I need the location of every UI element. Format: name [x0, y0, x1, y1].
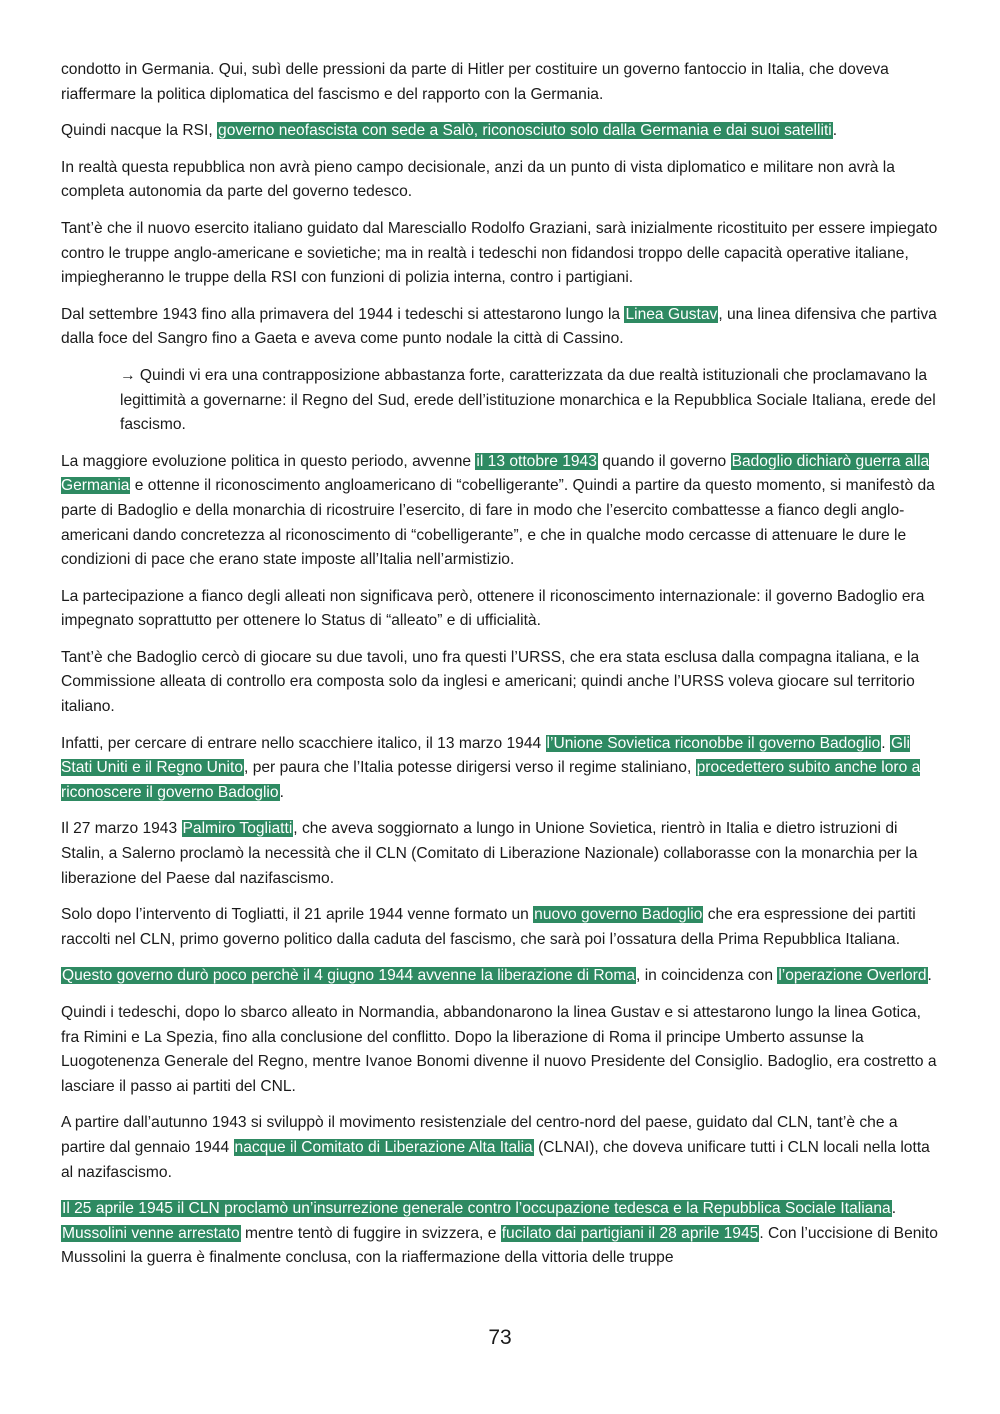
text-segment: , in coincidenza con — [636, 967, 778, 985]
text-segment: Tant’è che il nuovo esercito italiano guidato dal Maresciallo Rodolfo Graziani, sarà inizialmente ricostituito per essere impiegato contro le truppe anglo-americane e sovietiche; ma in realtà i tedeschi non fidandosi troppo delle capacità operative italiane, impiegheranno le truppe della RSI con funzioni di polizia interna, contro i partigiani. — [61, 219, 938, 287]
document-page — [61, 58, 939, 1283]
text-segment: Il 27 marzo 1943 — [61, 820, 182, 838]
paragraph — [61, 303, 939, 352]
paragraph — [61, 364, 939, 438]
highlighted-text: Badoglio dichiarò guerra alla Germania — [61, 452, 930, 495]
text-segment: . — [881, 734, 890, 752]
text-segment: . — [279, 783, 284, 801]
highlighted-text: governo neofascista con sede a Salò, riconosciuto solo dalla Germania e dai suoi satelliti — [218, 122, 832, 140]
paragraph — [61, 964, 939, 989]
highlighted-text: l’Unione Sovietica riconobbe il governo Badoglio — [546, 734, 881, 752]
highlighted-text: nacque il Comitato di Liberazione Alta Italia — [234, 1138, 533, 1156]
highlighted-text: procedettero subito anche loro a riconoscere il governo Badoglio — [61, 759, 921, 801]
paragraph — [61, 119, 939, 144]
highlighted-text: fucilato dai partigiani il 28 aprile 1945 — [501, 1224, 759, 1242]
paragraph — [61, 732, 939, 806]
paragraph — [61, 217, 939, 291]
text-segment: , che aveva soggiornato a lungo in Unione Sovietica, rientrò in Italia e dietro istruzioni di Stalin, a Salerno proclamò la necessità che il CLN (Comitato di Liberazione Nazionale) collaborasse con la monarchia per la liberazione del Paese dal nazifascismo. — [61, 820, 918, 887]
paragraph — [61, 903, 939, 952]
text-segment: condotto in Germania. Qui, subì delle pressioni da parte di Hitler per costituire un governo fantoccio in Italia, che doveva riaffermare la politica diplomatica del fascismo e del rapporto con la Germania. — [61, 61, 889, 103]
text-segment: , per paura che l’Italia potesse dirigersi verso il regime staliniano, — [244, 759, 696, 777]
paragraph — [61, 450, 939, 573]
highlighted-text: nuovo governo Badoglio — [534, 906, 703, 924]
text-segment: . — [927, 967, 932, 985]
text-segment: La maggiore evoluzione politica in questo periodo, avvenne — [61, 452, 476, 470]
text-segment: Tant’è che Badoglio cercò di giocare su due tavoli, uno fra questi l’URSS, che era stata esclusa dalla compagna italiana, e la Commissione alleata di controllo era composta solo da inglesi e americani; quindi anche l’URSS voleva giocare sul territorio italiano. — [61, 648, 920, 716]
highlighted-text: il 13 ottobre 1943 — [476, 452, 597, 470]
highlighted-text: Questo governo durò poco perchè il 4 giugno 1944 avvenne la liberazione di Roma — [62, 967, 636, 985]
text-segment: Dal settembre 1943 fino alla primavera del 1944 i tedeschi si attestarono lungo la — [61, 305, 625, 323]
page-number: 73 — [488, 1326, 512, 1349]
highlighted-text: Gli Stati Uniti e il Regno Unito — [61, 734, 910, 777]
text-segment: A partire dall’autunno 1943 si sviluppò il movimento resistenziale del centro-nord del paese, guidato dal CLN, tant’è che a partire dal gennaio 1944 — [61, 1114, 898, 1156]
highlighted-text: Linea Gustav — [625, 305, 718, 323]
text-segment: Quindi nacque la RSI, — [61, 122, 218, 140]
text-segment: mentre tentò di fuggire in svizzera, e — [240, 1224, 501, 1242]
paragraph — [61, 585, 939, 634]
text-segment: , una linea difensiva che partiva dalla foce del Sangro fino a Gaeta e aveva come punto nodale la città di Cassino. — [61, 305, 937, 348]
highlighted-text: Mussolini venne arrestato — [62, 1224, 240, 1242]
paragraph — [61, 1111, 939, 1185]
text-segment: . — [891, 1200, 897, 1218]
paragraph — [61, 817, 939, 891]
paragraph — [61, 1197, 939, 1271]
text-segment: e ottenne il riconoscimento angloamericano di “cobelligerante”. Quindi a partire da questo momento, si manifestò da parte di Badoglio e della monarchia di ricostruire l’esercito, di fare in modo che l’esercito combattesse a fianco degli anglo-americani dando concretezza al riconoscimento di “cobelligerante”, e che in qualche modo cercasse di attenuare le dure le condizioni di pace che erano state imposte all’Italia nell’armistizio. — [61, 477, 935, 569]
text-segment: Quindi i tedeschi, dopo lo sbarco alleato in Normandia, abbandonarono la linea Gustav e si attestarono lungo la linea Gotica, fra Rimini e La Spezia, fino alla conclusione del conflitto. Dopo la liberazione di Roma il principe Umberto assunse la Luogotenenza Generale del Regno, mentre Ivanoe Bonomi divenne il nuovo Presidente del Consiglio. Badoglio, era costretto a lasciare il passo ai partiti del CNL. — [61, 1004, 937, 1095]
text-segment: quando il governo — [597, 452, 731, 470]
text-segment: (CLNAI), che doveva unificare tutti i CLN locali nella lotta al nazifascismo. — [61, 1138, 930, 1181]
paragraph — [61, 156, 939, 205]
text-segment: Solo dopo l’intervento di Togliatti, il 21 aprile 1944 venne formato un — [61, 906, 534, 924]
paragraph — [61, 646, 939, 720]
highlighted-text: Palmiro Togliatti — [182, 820, 293, 838]
text-segment: La partecipazione a fianco degli alleati non significava però, ottenere il riconoscimento internazionale: il governo Badoglio era impegnato soprattutto per ottenere lo Status di “alleato” e di ufficialità. — [61, 587, 925, 630]
text-segment: → Quindi vi era una contrapposizione abbastanza forte, caratterizzata da due realtà istituzionali che proclamavano la legittimità a governarne: il Regno del Sud, erede dell’istituzione monarchica e la Repubblica Sociale Italiana, erede del fascismo. — [120, 366, 936, 434]
highlighted-text: Il 25 aprile 1945 il CLN proclamò un’insurrezione generale contro l’occupazione tedesca e la Repubblica Sociale Italiana — [62, 1200, 891, 1218]
paragraph — [61, 58, 939, 107]
highlighted-text: l’operazione Overlord — [778, 967, 927, 985]
text-segment: . Con l’uccisione di Benito Mussolini la guerra è finalmente conclusa, con la riaffermazione della vittoria delle truppe — [61, 1224, 938, 1267]
paragraph — [61, 1001, 939, 1099]
text-segment: che era espressione dei partiti raccolti nel CLN, primo governo politico dalla caduta del fascismo, che sarà poi l’ossatura della Prima Repubblica Italiana. — [61, 906, 916, 948]
text-segment: Infatti, per cercare di entrare nello scacchiere italico, il 13 marzo 1944 — [61, 734, 546, 752]
text-segment: . — [832, 122, 838, 140]
text-segment: In realtà questa repubblica non avrà pieno campo decisionale, anzi da un punto di vista diplomatico e militare non avrà la completa autonomia da parte del governo tedesco. — [61, 158, 895, 201]
